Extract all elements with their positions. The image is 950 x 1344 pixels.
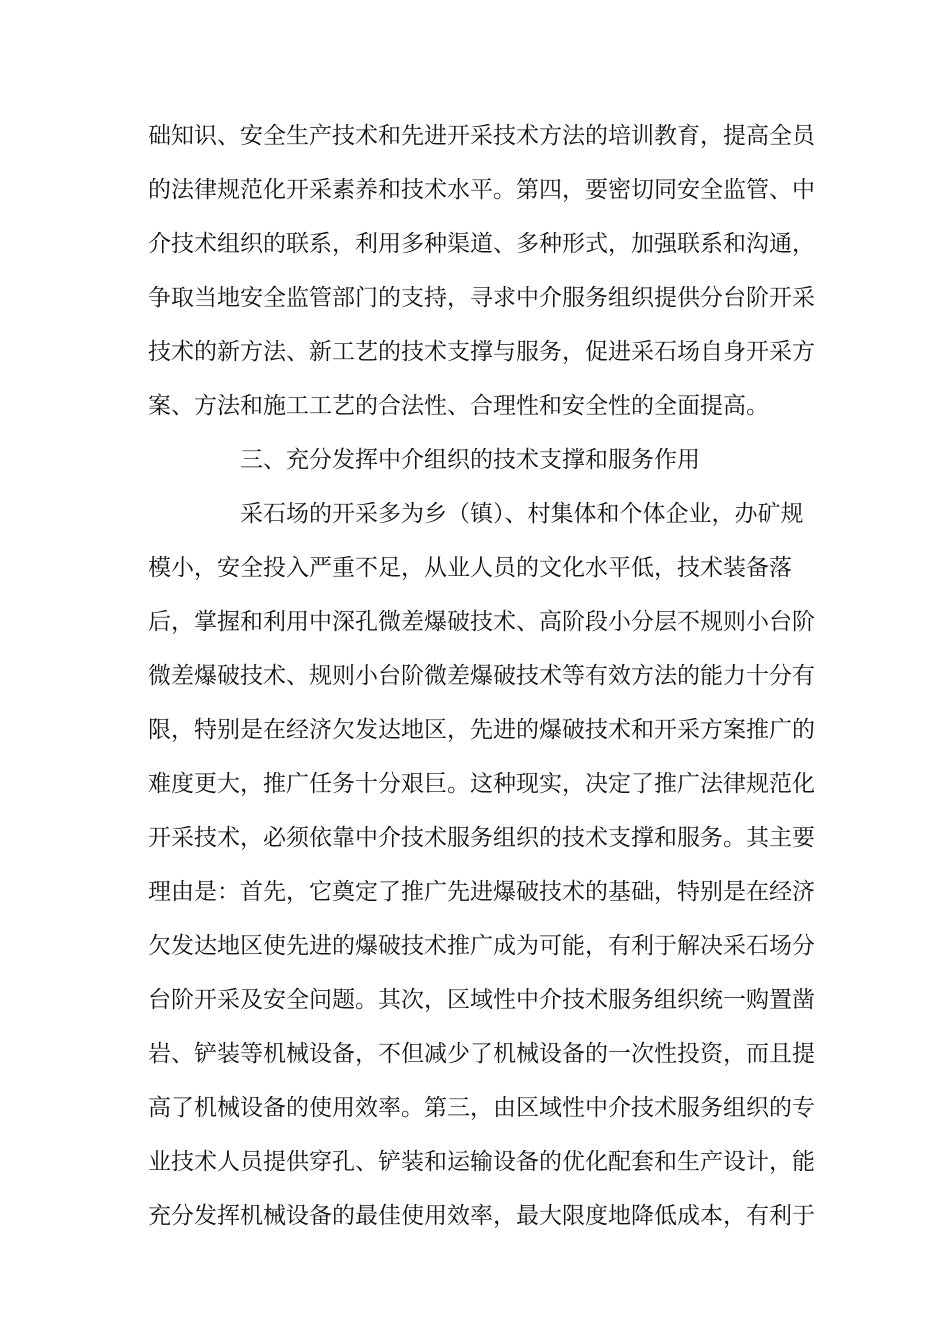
- text-line: 限，特别是在经济欠发达地区，先进的爆破技术和开采方案推广的: [148, 717, 815, 743]
- text-line: 开采技术，必须依靠中介技术服务组织的技术支撑和服务。其主要: [148, 825, 815, 851]
- text-line: 后，掌握和利用中深孔微差爆破技术、高阶段小分层不规则小台阶: [148, 609, 815, 635]
- text-line: 岩、铲装等机械设备，不但减少了机械设备的一次性投资，而且提: [148, 1041, 815, 1067]
- text-line: 难度更大，推广任务十分艰巨。这种现实，决定了推广法律规范化: [148, 771, 815, 797]
- text-line: 欠发达地区使先进的爆破技术推广成为可能，有利于解决采石场分: [148, 933, 815, 959]
- paragraph-first-line: 采石场的开采多为乡（镇）、村集体和个体企业，办矿规: [240, 501, 804, 527]
- text-line: 微差爆破技术、规则小台阶微差爆破技术等有效方法的能力十分有: [148, 663, 815, 689]
- text-line: 介技术组织的联系，利用多种渠道、多种形式，加强联系和沟通，: [148, 231, 815, 257]
- section-heading: 三、充分发挥中介组织的技术支撑和服务作用: [240, 447, 700, 473]
- text-line: 充分发挥机械设备的最佳使用效率，最大限度地降低成本，有利于: [148, 1203, 815, 1229]
- text-line: 理由是：首先，它奠定了推广先进爆破技术的基础，特别是在经济: [148, 879, 815, 905]
- text-line: 案、方法和施工工艺的合法性、合理性和安全性的全面提高。: [148, 393, 769, 419]
- text-line: 模小，安全投入严重不足，从业人员的文化水平低，技术装备落: [148, 555, 792, 581]
- text-line: 台阶开采及安全问题。其次，区域性中介技术服务组织统一购置凿: [148, 987, 815, 1013]
- text-line: 础知识、安全生产技术和先进开采技术方法的培训教育，提高全员: [148, 123, 815, 149]
- text-line: 高了机械设备的使用效率。第三，由区域性中介技术服务组织的专: [148, 1095, 815, 1121]
- text-line: 的法律规范化开采素养和技术水平。第四，要密切同安全监管、中: [148, 177, 815, 203]
- text-line: 争取当地安全监管部门的支持，寻求中介服务组织提供分台阶开采: [148, 285, 815, 311]
- text-line: 技术的新方法、新工艺的技术支撑与服务，促进采石场自身开采方: [148, 339, 815, 365]
- text-line: 业技术人员提供穿孔、铲装和运输设备的优化配套和生产设计，能: [148, 1149, 815, 1175]
